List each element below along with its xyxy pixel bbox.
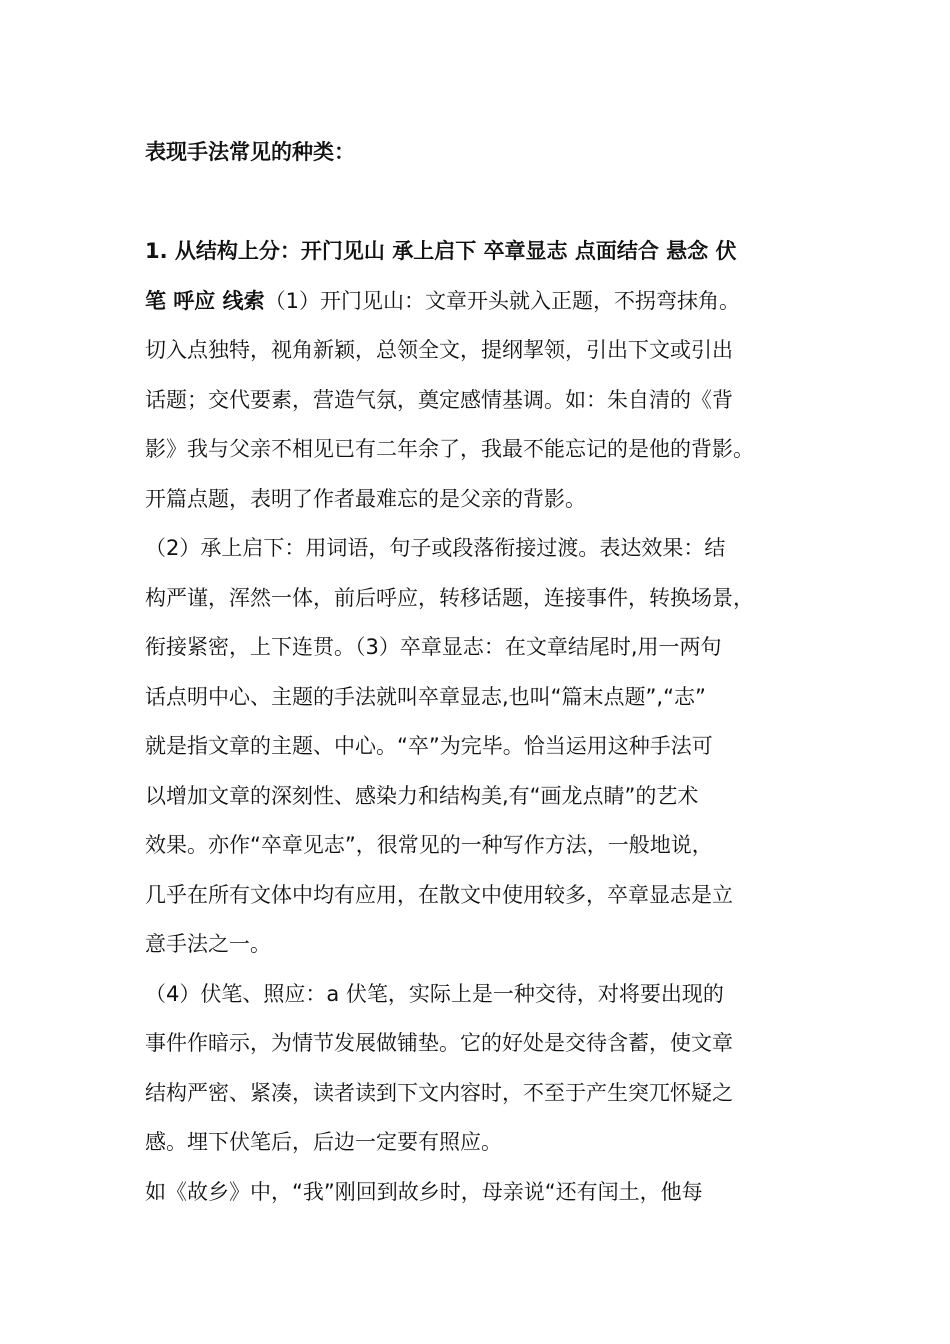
text-line [145,1069,825,1119]
text-run: （4）伏笔、照应：a 伏笔，实际上是一种交待，对将要出现的 [145,981,724,1006]
text-run: 就是指文章的主题、中心。“卒”为完毕。恰当运用这种手法可 [145,734,713,758]
text-run: 事件作暗示，为情节发展做铺垫。它的好处是交待含蓄，使文章 [145,1031,733,1055]
text-line [145,821,825,871]
body-text [145,227,825,1217]
text-line [145,871,825,921]
text-run: 结构严密、紧凑，读者读到下文内容时，不至于产生突兀怀疑之 [145,1080,733,1105]
bold-run: 笔 呼应 线索 [145,288,265,313]
bold-run: 1. 从结构上分：开门见山 承上启下 卒章显志 点面结合 悬念 伏 [145,239,737,263]
text-line [145,673,825,723]
text-run: 以增加文章的深刻性、感染力和结构美,有“画龙点睛”的艺术 [145,783,699,808]
text-line [145,1019,825,1069]
text-line [145,524,825,574]
text-line [145,376,825,426]
text-run: （2）承上启下：用词语，句子或段落衔接过渡。表达效果：结 [145,536,726,560]
text-run: 构严谨，浑然一体，前后呼应，转移话题，连接事件，转换场景， [145,585,754,610]
text-line [145,227,825,277]
text-line [145,425,825,475]
text-run: （1）开门见山：文章开头就入正题，不拐弯抹角。 [264,288,740,313]
text-run: 开篇点题，表明了作者最难忘的是父亲的背影。 [145,486,586,511]
text-line [145,277,825,327]
text-line [145,623,825,673]
text-line [145,920,825,970]
text-line [145,772,825,822]
text-line [145,1168,825,1218]
section-heading: 表现手法常见的种类： [145,140,355,164]
text-run: 感。埋下伏笔后，后边一定要有照应。 [145,1130,502,1154]
text-line [145,475,825,525]
text-run: 衔接紧密，上下连贯。（3）卒章显志：在文章结尾时,用一两句 [145,635,722,659]
text-line [145,722,825,772]
text-run: 几乎在所有文体中均有应用，在散文中使用较多，卒章显志是立 [145,882,733,907]
text-run: 意手法之一。 [145,932,271,956]
text-line [145,970,825,1020]
text-line [145,1118,825,1168]
text-line [145,326,825,376]
text-run: 如《故乡》中，“我”刚回到故乡时，母亲说“还有闰土，他每 [145,1179,703,1204]
text-line [145,574,825,624]
text-run: 切入点独特，视角新颖，总领全文，提纲挈领，引出下文或引出 [145,338,733,362]
text-run: 话题；交代要素，营造气氛，奠定感情基调。如：朱自清的《背 [145,387,733,412]
text-run: 话点明中心、主题的手法就叫卒章显志,也叫“篇末点题”,“志” [145,684,706,709]
text-run: 影》我与父亲不相见已有二年余了，我最不能忘记的是他的背影。 [145,437,754,461]
text-run: 效果。亦作“卒章见志”，很常见的一种写作方法，一般地说， [145,833,713,857]
